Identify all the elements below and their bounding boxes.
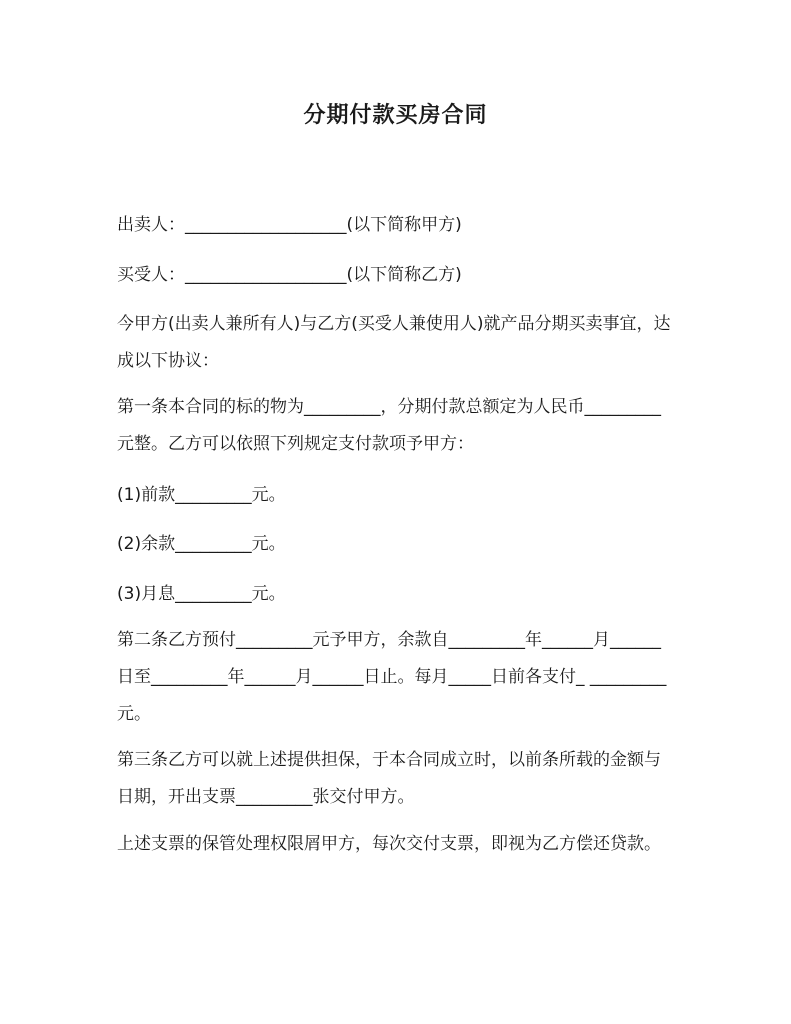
buyer-line: 买受人：___________________(以下简称乙方) (117, 265, 462, 285)
payment-item-2: (2)余款_________元。 (117, 534, 286, 554)
closing-paragraph: 上述支票的保管处理权限屑甲方，每次交付支票，即视为乙方偿还贷款。 (117, 834, 661, 854)
intro-paragraph: 今甲方(出卖人兼所有人)与乙方(买受人兼使用人)就产品分期买卖事宜，达成以下协议： (117, 314, 671, 371)
article-1-paragraph: 第一条本合同的标的物为_________，分期付款总额定为人民币_________元整。乙方可以依照下列规定支付款项予甲方： (117, 397, 661, 454)
payment-item-1: (1)前款_________元。 (117, 485, 286, 505)
article-3-paragraph: 第三条乙方可以就上述提供担保，于本合同成立时，以前条所载的金额与日期，开出支票_________张交付甲方。 (117, 750, 661, 807)
article-2-paragraph: 第二条乙方预付_________元予甲方，余款自_________年______月______日至_________年______月______日止。每月_____日前各支付_ _________元。 (117, 630, 667, 724)
document-title: 分期付款买房合同 (303, 103, 488, 128)
seller-line: 出卖人：___________________(以下简称甲方) (117, 215, 462, 235)
payment-item-3: (3)月息_________元。 (117, 584, 286, 604)
